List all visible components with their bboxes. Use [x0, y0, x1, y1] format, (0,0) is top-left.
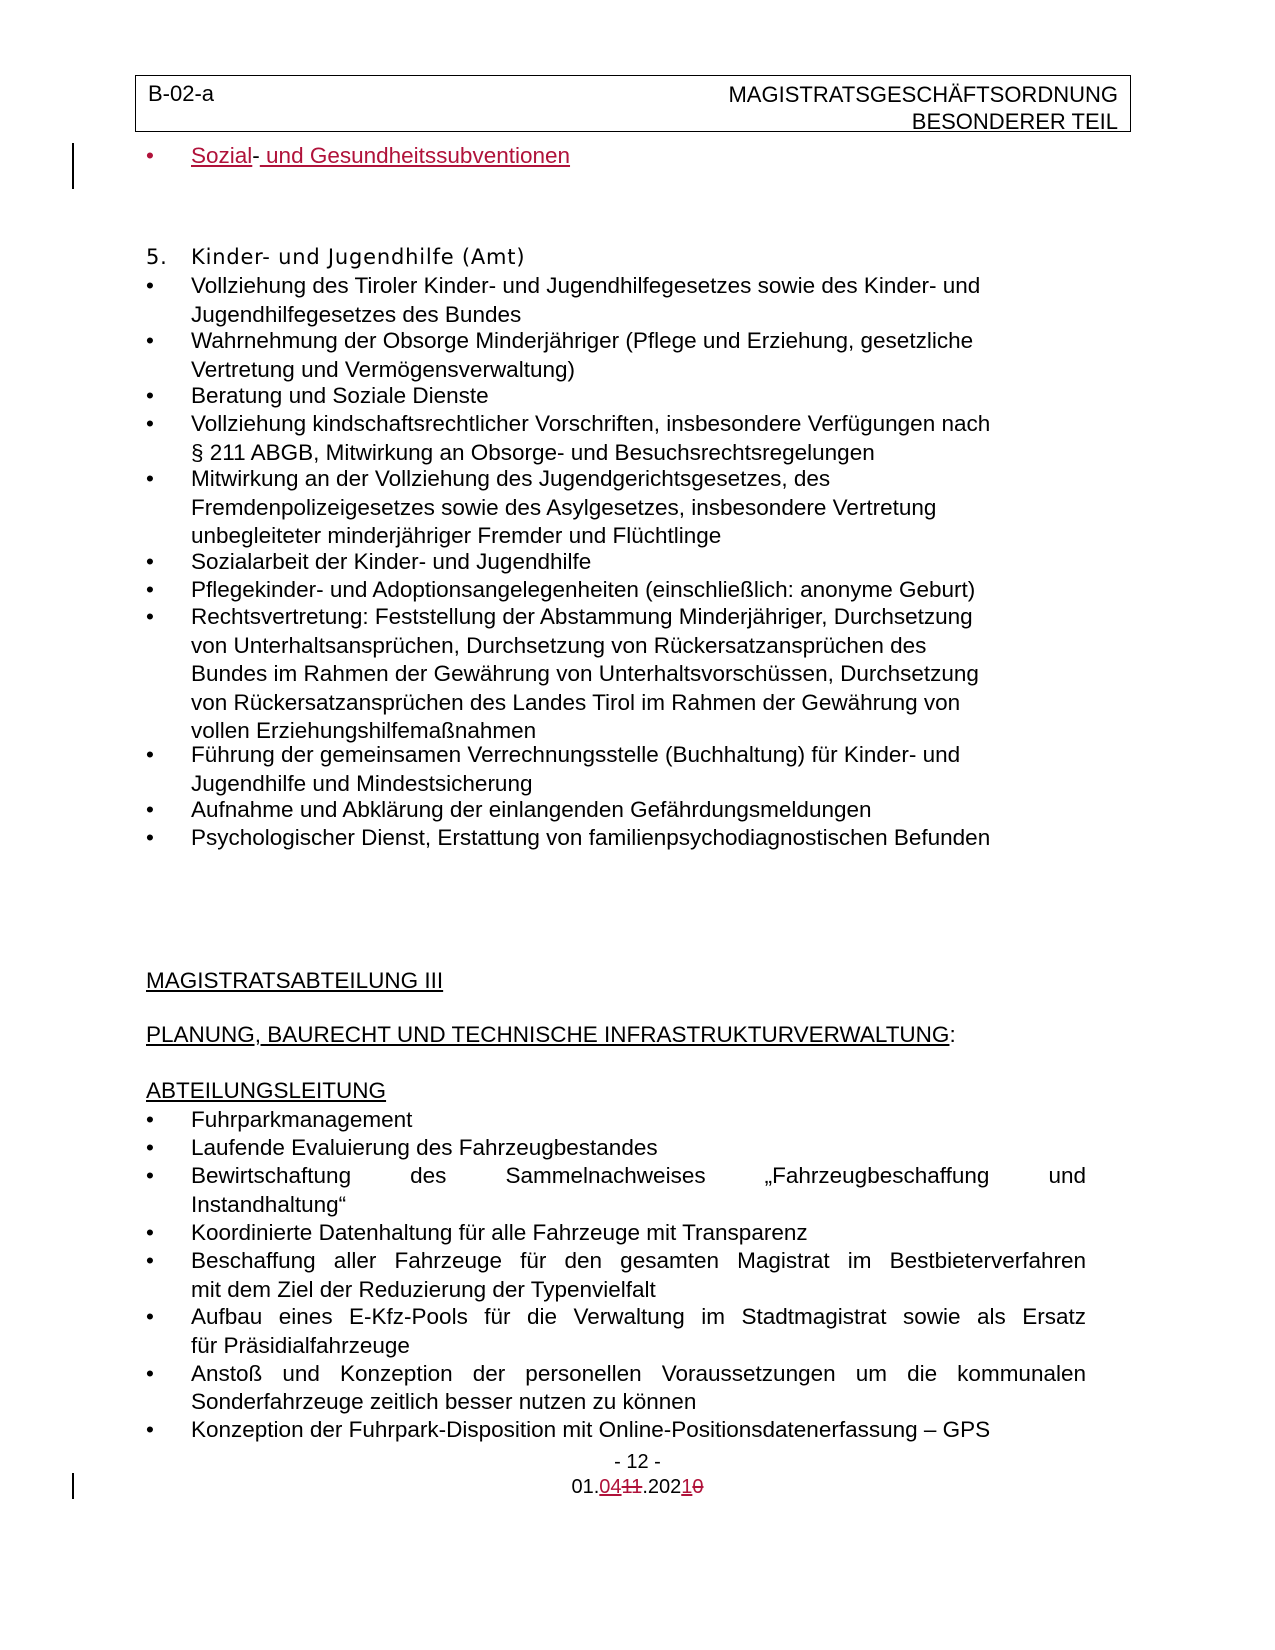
list-item-line: von Unterhaltsansprüchen, Durchsetzung von Rückersatzansprüchen des	[191, 632, 927, 658]
list-item-text	[191, 382, 1086, 411]
bullet: •	[146, 1360, 154, 1386]
list-item-line: Bundes im Rahmen der Gewährung von Unterhaltsvorschüssen, Durchsetzung	[191, 661, 979, 687]
bullet: •	[146, 143, 154, 168]
list-item-line: für Präsidialfahrzeuge	[191, 1332, 410, 1358]
bullet: •	[146, 1135, 154, 1161]
bullet: •	[146, 742, 154, 768]
list-item-text	[191, 272, 1086, 329]
list-item-line: Jugendhilfe und Mindestsicherung	[191, 770, 533, 796]
list-item-text	[191, 327, 1086, 384]
date-prefix: 01.	[571, 1476, 600, 1498]
tracked-change-item	[146, 142, 1086, 171]
list-item	[146, 410, 1086, 467]
list-item	[146, 465, 1086, 551]
list-item	[146, 576, 1086, 605]
list-item-line: Vollziehung des Tiroler Kinder- und Jugendhilfegesetzes sowie des Kinder- und	[191, 273, 981, 298]
list-item-text	[191, 1106, 1086, 1135]
list-item-line: Aufnahme und Abklärung der einlangenden Gefährdungsmeldungen	[191, 797, 872, 823]
bullet: •	[146, 383, 154, 409]
list-item-line: Vollziehung kindschaftsrechtlicher Vorschriften, insbesondere Verfügungen nach	[191, 411, 991, 436]
list-item-text	[191, 796, 1086, 825]
list-item-line: Vertretung und Vermögensverwaltung)	[191, 356, 575, 382]
section-number: 5.	[146, 245, 168, 269]
list-item-line: Bewirtschaftung des Sammelnachweises „Fahrzeugbeschaffung und	[191, 1163, 1086, 1189]
change-bar	[72, 143, 74, 189]
year-deleted: 0	[692, 1476, 704, 1498]
department-subheading	[146, 1021, 956, 1049]
list-item	[146, 1247, 1086, 1304]
list-item	[146, 1106, 1086, 1135]
list-item-line: § 211 ABGB, Mitwirkung an Obsorge- und Besuchsrechtsregelungen	[191, 439, 875, 465]
section-title: Kinder- und Jugendhilfe (Amt)	[191, 245, 526, 269]
department-subheading-text: PLANUNG, BAURECHT UND TECHNISCHE INFRASTRUKTURVERWALTUNG	[146, 1022, 950, 1047]
list-item-line: vollen Erziehungshilfemaßnahmen	[191, 718, 537, 744]
list-item	[146, 1360, 1086, 1417]
month-inserted: 04	[599, 1476, 622, 1498]
bullet: •	[146, 1107, 154, 1132]
list-item	[146, 741, 1086, 798]
bullet: •	[146, 466, 154, 492]
bullet: •	[146, 825, 154, 850]
list-item-text	[191, 465, 1086, 551]
list-item	[146, 1162, 1086, 1219]
page-header	[135, 75, 1131, 132]
list-item-line: Aufbau eines E-Kfz-Pools für die Verwaltung im Stadtmagistrat sowie als Ersatz	[191, 1304, 1086, 1330]
list-item	[146, 548, 1086, 577]
list-item-line: Laufende Evaluierung des Fahrzeugbestandes	[191, 1135, 658, 1161]
leadership-heading: ABTEILUNGSLEITUNG	[146, 1078, 387, 1103]
list-item-line: von Rückersatzansprüchen des Landes Tirol im Rahmen der Gewährung von	[191, 689, 961, 715]
tracked-insertion: und Gesundheitssubventionen	[259, 143, 571, 168]
tracked-word: Sozial	[191, 143, 253, 168]
list-item-text	[191, 1416, 1086, 1445]
list-item-line: unbegleiteter minderjähriger Fremder und Flüchtlinge	[191, 523, 722, 549]
list-item-text	[191, 824, 1086, 853]
list-item-line: Führung der gemeinsamen Verrechnungsstelle (Buchhaltung) für Kinder- und	[191, 742, 961, 768]
subheading-colon: :	[949, 1022, 956, 1047]
list-item-line: Jugendhilfegesetzes des Bundes	[191, 301, 522, 327]
list-item-line: Anstoß und Konzeption der personellen Voraussetzungen um die kommunalen	[191, 1360, 1086, 1386]
list-item-line: Sozialarbeit der Kinder- und Jugendhilfe	[191, 549, 592, 574]
list-item-line: Wahrnehmung der Obsorge Minderjähriger (Pflege und Erziehung, gesetzliche	[191, 328, 974, 354]
list-item	[146, 824, 1086, 853]
bullet: •	[146, 1248, 154, 1273]
month-deleted: 11	[621, 1476, 643, 1498]
list-item	[146, 272, 1086, 329]
page-number: - 12 -	[614, 1451, 661, 1473]
bullet: •	[146, 273, 154, 298]
list-item-line: Beschaffung aller Fahrzeuge für den gesamten Magistrat im Bestbieterverfahren	[191, 1248, 1086, 1273]
list-item-line: Pflegekinder- und Adoptionsangelegenheiten (einschließlich: anonyme Geburt)	[191, 576, 976, 602]
list-item-text	[191, 576, 1086, 605]
document-code: B-02-a	[148, 81, 215, 106]
list-item-text	[191, 410, 1086, 467]
year-inserted: 1	[681, 1476, 693, 1498]
list-item	[146, 327, 1086, 384]
list-item-line: Fremdenpolizeigesetzes sowie des Asylgesetzes, insbesondere Vertretung	[191, 494, 937, 520]
list-item-text	[191, 1134, 1086, 1163]
bullet: •	[146, 576, 154, 602]
list-item-text	[191, 1219, 1086, 1248]
bullet: •	[146, 797, 154, 823]
list-item	[146, 1303, 1086, 1360]
revision-date	[0, 1474, 1275, 1500]
bullet: •	[146, 1163, 154, 1189]
list-item-text	[191, 548, 1086, 577]
document-title	[728, 81, 1118, 135]
list-item-text	[191, 1303, 1086, 1360]
list-item	[146, 796, 1086, 825]
list-item-line: Koordinierte Datenhaltung für alle Fahrzeuge mit Transparenz	[191, 1219, 808, 1245]
bullet: •	[146, 604, 154, 630]
document-title-line1: MAGISTRATSGESCHÄFTSORDNUNG	[728, 82, 1118, 107]
bullet: •	[146, 1417, 154, 1443]
list-item-text	[191, 1162, 1086, 1219]
list-item	[146, 1416, 1086, 1445]
list-item-text	[191, 1360, 1086, 1417]
section-heading	[146, 243, 1086, 272]
list-item-text	[191, 1247, 1086, 1304]
list-item-line: Fuhrparkmanagement	[191, 1107, 413, 1132]
list-item	[146, 603, 1086, 746]
list-item-line: Konzeption der Fuhrpark-Disposition mit Online-Positionsdatenerfassung – GPS	[191, 1417, 991, 1443]
list-item	[146, 382, 1086, 411]
bullet: •	[146, 411, 154, 436]
list-item-text	[191, 741, 1086, 798]
list-item	[146, 1134, 1086, 1163]
bullet: •	[146, 549, 154, 574]
list-item-line: Sonderfahrzeuge zeitlich besser nutzen zu können	[191, 1389, 697, 1415]
document-title-line2: BESONDERER TEIL	[911, 109, 1118, 134]
bullet: •	[146, 1219, 154, 1245]
year-prefix: .202	[642, 1476, 682, 1498]
list-item	[146, 1219, 1086, 1248]
list-item-line: Instandhaltung“	[191, 1191, 347, 1217]
bullet: •	[146, 1304, 154, 1330]
list-item-line: mit dem Ziel der Reduzierung der Typenvielfalt	[191, 1276, 656, 1302]
list-item-line: Mitwirkung an der Vollziehung des Jugendgerichtsgesetzes, des	[191, 466, 831, 492]
department-heading: MAGISTRATSABTEILUNG III	[146, 968, 444, 993]
list-item-line: Rechtsvertretung: Feststellung der Abstammung Minderjähriger, Durchsetzung	[191, 604, 973, 630]
list-item-text	[191, 603, 1086, 746]
list-item-line: Beratung und Soziale Dienste	[191, 383, 489, 409]
bullet: •	[146, 328, 154, 354]
list-item-line: Psychologischer Dienst, Erstattung von familienpsychodiagnostischen Befunden	[191, 825, 991, 850]
tracked-dash: -	[252, 143, 260, 168]
